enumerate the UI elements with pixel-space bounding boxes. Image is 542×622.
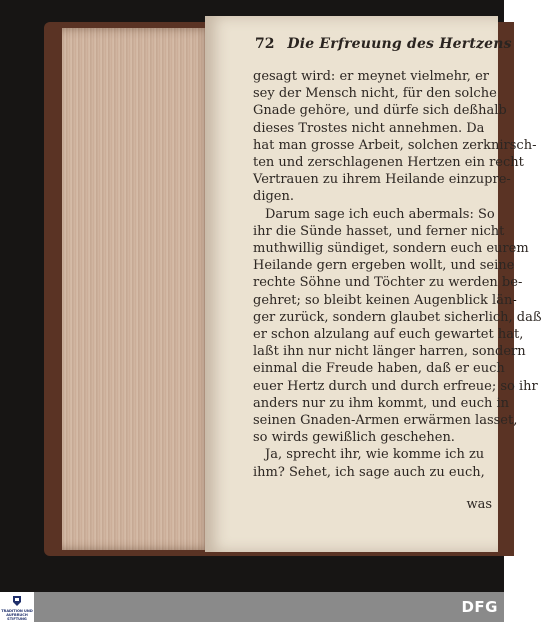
text-line: muthwillig sündiget, sondern euch eurem <box>253 241 529 257</box>
text-line: laßt ihn nur nicht länger harren, sondern <box>253 344 526 360</box>
dfg-logo: DFG <box>461 598 498 616</box>
text-line: ger zurück, sondern glaubet sicherlich, daß <box>253 309 542 325</box>
text-line: Heilande gern ergeben wollt, und seine <box>253 258 515 274</box>
body-text <box>253 68 542 481</box>
running-head-title: Die Erfreuung des Hertzens <box>287 36 512 52</box>
text-line: dieses Trostes nicht annehmen. Da <box>253 120 485 136</box>
text-line: ihm? Sehet, ich sage auch zu euch, <box>253 464 485 480</box>
text-line: einmal die Freude haben, daß er euch <box>253 361 505 377</box>
text-line: gesagt wird: er meynet vielmehr, er <box>253 69 489 84</box>
text-line: hat man grosse Arbeit, solchen zerknirsch- <box>253 137 537 153</box>
text-line: Vertrauen zu ihrem Heilande einzupre- <box>253 172 511 188</box>
text-line: Ja, sprecht ihr, wie komme ich zu <box>265 447 485 463</box>
printed-page <box>205 16 542 552</box>
text-line: rechte Söhne und Töchter zu werden be- <box>253 275 523 291</box>
text-line: ihr die Sünde hasset, und ferner nicht <box>253 223 505 239</box>
text-line: anders nur zu ihm kommt, und euch in <box>253 395 510 411</box>
text-line: sey der Mensch nicht, für den solche <box>253 86 497 102</box>
text-line: seinen Gnaden-Armen erwärmen lasset, <box>253 413 518 429</box>
footer-bar <box>0 592 504 622</box>
running-head <box>255 36 512 58</box>
library-emblem-icon <box>12 595 22 607</box>
text-line: Darum sage ich euch abermals: So <box>265 206 495 222</box>
catchword: was <box>466 497 492 512</box>
library-logo <box>0 592 34 622</box>
text-line: Gnade gehöre, und dürfe sich deßhalb <box>253 103 507 119</box>
text-line: ten und zerschlagenen Hertzen ein recht <box>253 155 524 171</box>
library-logo-text: TRADITION UND AUFBRUCH STIFTUNG <box>1 609 33 621</box>
text-line: euer Hertz durch und durch erfreue; so ihr <box>253 378 538 394</box>
page-edges <box>62 28 212 550</box>
text-line: er schon alzulang auf euch gewartet hat, <box>253 327 524 343</box>
text-line: digen. <box>253 189 294 205</box>
text-line: so wirds gewißlich geschehen. <box>253 430 455 446</box>
page-number: 72 <box>255 36 275 52</box>
text-line: gehret; so bleibt keinen Augenblick län- <box>253 292 517 308</box>
